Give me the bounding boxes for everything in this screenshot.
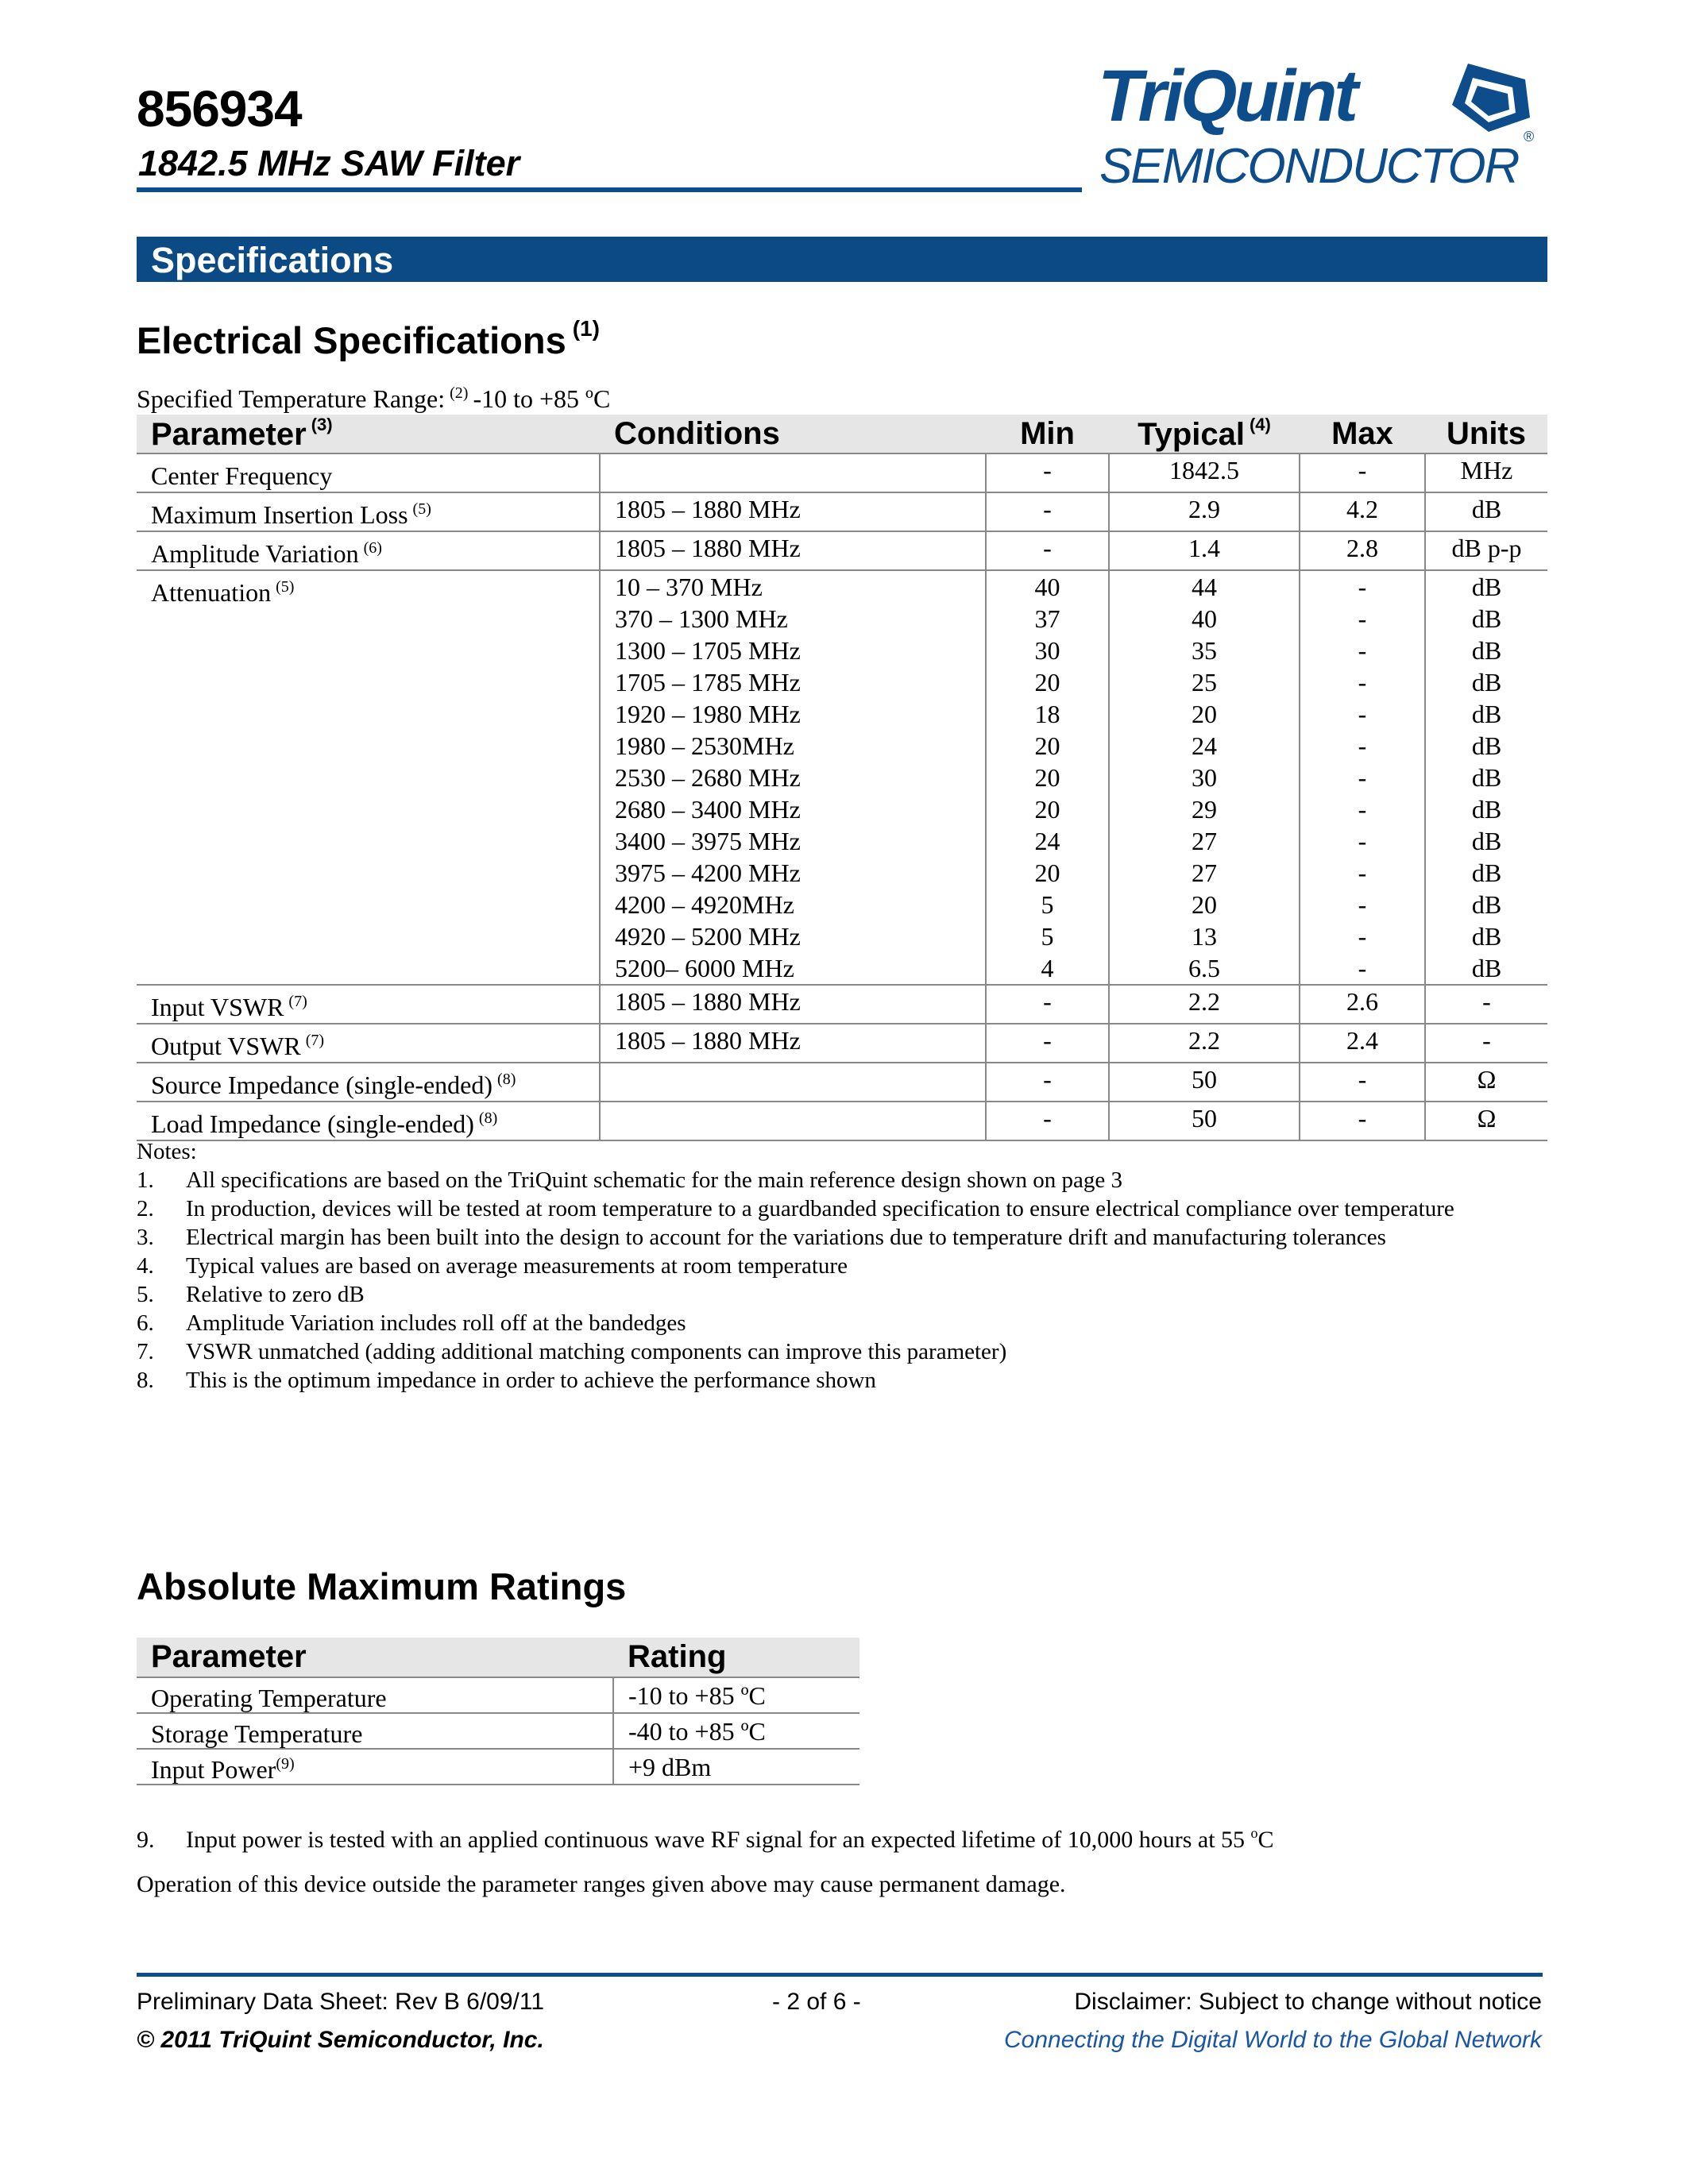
attenuation-max-value: - (1358, 731, 1367, 760)
attenuation-typical-value: 27 (1192, 827, 1217, 855)
note-9-number: 9. (137, 1827, 155, 1853)
note-item (137, 1166, 1551, 1194)
attenuation-units-value: dB (1471, 954, 1502, 982)
attenuation-max-value: - (1358, 668, 1367, 696)
col-header-parameter: Parameter (137, 1638, 613, 1677)
attenuation-min-value: 5 (1041, 922, 1054, 951)
min-cell: - (986, 1063, 1109, 1102)
min-cell: - (986, 531, 1109, 570)
units-cell: - (1425, 985, 1547, 1024)
attenuation-min-value: 20 (1034, 668, 1060, 696)
registered-mark: ® (1524, 129, 1535, 145)
typical-cell: 1.4 (1109, 531, 1300, 570)
attenuation-conditions-value: 4920 – 5200 MHz (615, 922, 801, 951)
attenuation-typical-value: 29 (1192, 795, 1217, 824)
min-cell: - (986, 453, 1109, 492)
attenuation-max-value: - (1358, 763, 1367, 792)
table-row (137, 531, 1547, 570)
attenuation-conditions-value: 1705 – 1785 MHz (615, 668, 801, 696)
attenuation-max-value: - (1358, 890, 1367, 919)
note-number: 5. (137, 1282, 154, 1307)
note-text: Electrical margin has been built into the design to account for the variations due to temperature drift and manufacturing tolerances (186, 1225, 1386, 1250)
attenuation-typical-value: 13 (1192, 922, 1217, 951)
note-9-text: Input power is tested with an applied continuous wave RF signal for an expected lifetime of 10,000 hours at 55 (186, 1827, 1246, 1853)
attenuation-units-value: dB (1471, 890, 1502, 919)
note-item (137, 1223, 1551, 1252)
notes-heading: Notes: (137, 1139, 197, 1164)
attenuation-conditions (600, 570, 986, 985)
attenuation-max (1300, 570, 1425, 985)
table-row (137, 492, 1547, 531)
typical-cell: 1842.5 (1109, 453, 1300, 492)
conditions-cell (600, 1102, 986, 1140)
footer-revision: Preliminary Data Sheet: Rev B 6/09/11 (137, 1989, 545, 2015)
attenuation-min-value: 4 (1041, 954, 1054, 982)
attenuation-conditions-value: 1300 – 1705 MHz (615, 636, 801, 665)
note-text: Amplitude Variation includes roll off at the bandedges (186, 1310, 686, 1336)
units-cell: Ω (1425, 1063, 1547, 1102)
attenuation-max-value: - (1358, 795, 1367, 824)
max-cell: 4.2 (1300, 492, 1425, 531)
attenuation-max-value: - (1358, 700, 1367, 728)
attenuation-max-value: - (1358, 604, 1367, 633)
note-number: 1. (137, 1167, 154, 1193)
attenuation-min-value: 20 (1034, 763, 1060, 792)
attenuation-min-value: 5 (1041, 890, 1054, 919)
attenuation-typical-value: 40 (1192, 604, 1217, 633)
param-cell: Input VSWR $^{(7)}$ (137, 985, 600, 1024)
typical-cell: 2.2 (1109, 985, 1300, 1024)
table-row (137, 985, 1547, 1024)
table-row (137, 1677, 859, 1713)
col-header-min: Min (986, 415, 1109, 453)
attenuation-units-value: dB (1471, 859, 1502, 887)
table-row (137, 1102, 1547, 1140)
note-item (137, 1252, 1551, 1280)
param-cell: Center Frequency (137, 453, 600, 492)
note-text: All specifications are based on the TriQuint schematic for the main reference design shown on page 3 (186, 1167, 1122, 1193)
electrical-specs-table (137, 415, 1547, 1141)
param-cell: Load Impedance (single-ended) $^{(8)}$ (137, 1102, 600, 1140)
attenuation-typical-value: 20 (1192, 700, 1217, 728)
product-title: 1842.5 MHz SAW Filter (138, 143, 520, 183)
typical-cell: 2.2 (1109, 1024, 1300, 1063)
attenuation-max-value: - (1358, 954, 1367, 982)
footer-copyright: © 2011 TriQuint Semiconductor, Inc. (137, 2027, 544, 2053)
note-text: Typical values are based on average measurements at room temperature (186, 1253, 848, 1279)
table-row (137, 453, 1547, 492)
attenuation-min-value: 40 (1034, 573, 1060, 601)
col-header-rating: Rating (613, 1638, 859, 1677)
conditions-cell: 1805 – 1880 MHz (600, 492, 986, 531)
attenuation-conditions-value: 3975 – 4200 MHz (615, 859, 801, 887)
conditions-cell: 1805 – 1880 MHz (600, 531, 986, 570)
max-cell: - (1300, 1063, 1425, 1102)
note-9-unit: C (1257, 1827, 1274, 1853)
attenuation-units (1425, 570, 1547, 985)
header-rule (137, 187, 1082, 192)
attenuation-typical-value: 20 (1192, 890, 1217, 919)
note-number: 8. (137, 1368, 154, 1393)
attenuation-conditions-value: 370 – 1300 MHz (615, 604, 788, 633)
attenuation-conditions-value: 1920 – 1980 MHz (615, 700, 801, 728)
temperature-range-note: (2) (450, 384, 469, 402)
max-cell: 2.4 (1300, 1024, 1425, 1063)
attenuation-units-value: dB (1471, 922, 1502, 951)
attenuation-max-value: - (1358, 827, 1367, 855)
attenuation-min-value: 30 (1034, 636, 1060, 665)
attenuation-units-value: dB (1471, 763, 1502, 792)
note-item (137, 1366, 1551, 1395)
logo-subtitle: SEMICONDUCTOR (1099, 139, 1519, 194)
attenuation-typical (1109, 570, 1300, 985)
attenuation-conditions-value: 2530 – 2680 MHz (615, 763, 801, 792)
attenuation-min (986, 570, 1109, 985)
part-number: 856934 (137, 80, 302, 137)
conditions-cell: 1805 – 1880 MHz (600, 1024, 986, 1063)
attenuation-conditions-value: 2680 – 3400 MHz (615, 795, 801, 824)
attenuation-units-value: dB (1471, 604, 1502, 633)
param-cell: Source Impedance (single-ended) $^{(8)}$ (137, 1063, 600, 1102)
min-cell: - (986, 1102, 1109, 1140)
units-cell: dB p-p (1425, 531, 1547, 570)
attenuation-units-value: dB (1471, 636, 1502, 665)
typical-cell: 50 (1109, 1063, 1300, 1102)
attenuation-max-value: - (1358, 922, 1367, 951)
attenuation-min-value: 24 (1034, 827, 1060, 855)
electrical-specs-title (137, 316, 600, 362)
attenuation-typical-value: 35 (1192, 636, 1217, 665)
units-cell: Ω (1425, 1102, 1547, 1140)
col-header-typical: Typical $^{(4)}$ (1109, 415, 1300, 453)
note-item (137, 1337, 1551, 1366)
attenuation-min-value: 20 (1034, 795, 1060, 824)
absolute-max-table (137, 1638, 859, 1785)
col-header-max: Max (1300, 415, 1425, 453)
note-text: This is the optimum impedance in order to achieve the performance shown (186, 1368, 876, 1393)
table-row (137, 1713, 859, 1749)
attenuation-conditions-value: 10 – 370 MHz (615, 573, 763, 601)
note-9-degree: o (1250, 1825, 1258, 1841)
section-band (137, 237, 1547, 282)
attenuation-max-value: - (1358, 573, 1367, 601)
pentagon-icon (1452, 64, 1530, 132)
attenuation-min-value: 37 (1034, 604, 1060, 633)
absolute-max-title: Absolute Maximum Ratings (137, 1565, 627, 1607)
attenuation-typical-value: 24 (1192, 731, 1217, 760)
note-number: 3. (137, 1225, 154, 1250)
attenuation-min-value: 20 (1034, 731, 1060, 760)
note-text: VSWR unmatched (adding additional matching components can improve this parameter) (186, 1339, 1007, 1364)
rating-cell: +9 dBm (613, 1749, 859, 1785)
param-cell: Input Power$^{(9)}$ (137, 1749, 613, 1785)
max-cell: 2.6 (1300, 985, 1425, 1024)
units-cell: dB (1425, 492, 1547, 531)
attenuation-conditions-value: 1980 – 2530MHz (615, 731, 794, 760)
attenuation-units-value: dB (1471, 573, 1502, 601)
param-cell: Attenuation $^{(5)}$ (137, 570, 600, 985)
footer-tagline: Connecting the Digital World to the Global Network (1004, 2027, 1542, 2053)
attenuation-typical-value: 30 (1192, 763, 1217, 792)
note-9 (137, 1825, 1274, 1854)
param-cell: Amplitude Variation $^{(6)}$ (137, 531, 600, 570)
logo-wordmark: TriQuint (1098, 56, 1356, 137)
attenuation-units-value: dB (1471, 668, 1502, 696)
param-cell: Storage Temperature (137, 1713, 613, 1749)
note-item (137, 1309, 1551, 1337)
note-number: 6. (137, 1310, 154, 1336)
temperature-range-label: Specified Temperature Range: (137, 384, 446, 413)
temperature-range-value: -10 to +85 ºC (473, 384, 611, 413)
attenuation-row (137, 570, 1547, 985)
attenuation-conditions-value: 5200– 6000 MHz (615, 954, 794, 982)
conditions-cell: 1805 – 1880 MHz (600, 985, 986, 1024)
units-cell: MHz (1425, 453, 1547, 492)
col-header-conditions: Conditions (600, 415, 986, 453)
triquint-logo (1095, 56, 1539, 199)
attenuation-typical-value: 6.5 (1188, 954, 1220, 982)
max-cell: - (1300, 1102, 1425, 1140)
rating-cell: -10 to +85 ºC (613, 1677, 859, 1713)
attenuation-conditions-value: 3400 – 3975 MHz (615, 827, 801, 855)
param-cell: Maximum Insertion Loss $^{(5)}$ (137, 492, 600, 531)
rating-cell: -40 to +85 ºC (613, 1713, 859, 1749)
attenuation-max-value: - (1358, 636, 1367, 665)
attenuation-typical-value: 44 (1192, 573, 1217, 601)
note-text: Relative to zero dB (186, 1282, 365, 1307)
units-cell: - (1425, 1024, 1547, 1063)
attenuation-typical-value: 25 (1192, 668, 1217, 696)
conditions-cell (600, 453, 986, 492)
footer-disclaimer: Disclaimer: Subject to change without notice (1074, 1989, 1542, 2015)
min-cell: - (986, 492, 1109, 531)
col-header-parameter: Parameter $^{(3)}$ (137, 415, 600, 453)
attenuation-units-value: dB (1471, 827, 1502, 855)
notes-list (137, 1166, 1551, 1395)
param-cell: Operating Temperature (137, 1677, 613, 1713)
attenuation-units-value: dB (1471, 795, 1502, 824)
electrical-specs-title-text: Electrical Specifications (137, 319, 566, 361)
table-row (137, 1749, 859, 1785)
max-cell: 2.8 (1300, 531, 1425, 570)
footer-rule (137, 1973, 1543, 1977)
attenuation-min-value: 18 (1034, 700, 1060, 728)
table-row (137, 1024, 1547, 1063)
operation-warning: Operation of this device outside the parameter ranges given above may cause permanent damage. (137, 1871, 1066, 1897)
typical-cell: 50 (1109, 1102, 1300, 1140)
note-text: In production, devices will be tested at room temperature to a guardbanded specification to ensure electrical compliance over temperature (186, 1196, 1454, 1221)
note-number: 4. (137, 1253, 154, 1279)
attenuation-conditions-value: 4200 – 4920MHz (615, 890, 794, 919)
min-cell: - (986, 1024, 1109, 1063)
note-item (137, 1194, 1551, 1223)
notes (137, 1137, 1551, 1395)
note-number: 2. (137, 1196, 154, 1221)
section-band-label: Specifications (151, 240, 394, 280)
attenuation-units-value: dB (1471, 700, 1502, 728)
max-cell: - (1300, 453, 1425, 492)
temperature-range (137, 384, 610, 414)
attenuation-typical-value: 27 (1192, 859, 1217, 887)
attenuation-max-value: - (1358, 859, 1367, 887)
attenuation-units-value: dB (1471, 731, 1502, 760)
min-cell: - (986, 985, 1109, 1024)
param-cell: Output VSWR $^{(7)}$ (137, 1024, 600, 1063)
typical-cell: 2.9 (1109, 492, 1300, 531)
table-row (137, 1063, 1547, 1102)
footer-page-number: - 2 of 6 - (772, 1989, 861, 2015)
col-header-units: Units (1425, 415, 1547, 453)
note-number: 7. (137, 1339, 154, 1364)
electrical-specs-title-note: (1) (572, 316, 600, 341)
attenuation-min-value: 20 (1034, 859, 1060, 887)
conditions-cell (600, 1063, 986, 1102)
note-item (137, 1280, 1551, 1309)
